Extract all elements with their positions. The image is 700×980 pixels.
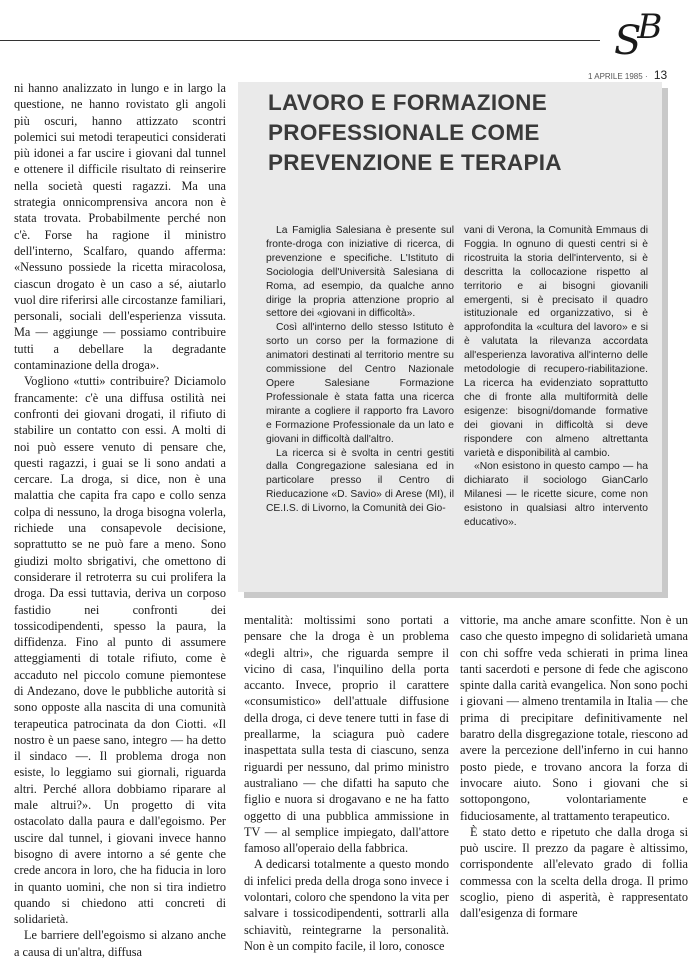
paragraph: vittorie, ma anche amare sconfitte. Non è un caso che questo impegno di solidarietà umana con chi soffre veda schierati in prima linea tanti sacerdoti e persone di fede che agiscono spinte dalla carità evangelica. Non sono pochi i giovani — almeno trentamila in Italia — che prima di precipitare definitivamente nel baratro della disgregazione totale, riescono ad avere la percezione dell'inferno in cui hanno posto piede, e trovano ancora la forza di invocare aiuto. Sono i giovani che si sottopongono, volontariamente e fiduciosamente, al trattamento terapeutico.	[460, 613, 688, 823]
paragraph: Le barriere dell'egoismo si alzano anche a causa di un'altra, diffusa	[14, 928, 226, 959]
article-column-left	[14, 80, 226, 960]
box-paragraph: «Non esistono in questo campo — ha dichiarato il sociologo GianCarlo Milanesi — le ricette sicure, come non esistono in qualsiasi altro intervento educativo».	[464, 461, 648, 529]
box-paragraph: vani di Verona, la Comunità Emmaus di Foggia. In ognuno di questi centri si è ricostruita la storia dell'intervento, si è descritta la collocazione rispetto al territorio e ai bisogni giovanili emergenti, si è precisato il quadro istituzionale ed organizzativo, si è approfondita la «cultura del lavoro» e si è valutata la rilevanza accordata all'esperienza lavorativa all'interno delle metodologie di recupero-riabilitazione. La ricerca ha evidenziato soprattutto che di fronte alla multiformità delle esigenze: bisogni/domande formative dei giovani in difficoltà si deve rispondere con almeno altrettanta varietà e disponibilità al cambio.	[464, 225, 648, 459]
paragraph: È stato detto e ripetuto che dalla droga si può uscire. Il prezzo da pagare è altissimo, corrispondente all'elevato grado di follia commessa con la scelta della droga. Il primo scoglio, pieno di asperità, è rappresentato dall'esigenza di formare	[460, 824, 688, 921]
article-column-middle	[244, 612, 449, 954]
box-column-1	[266, 224, 454, 516]
header-rule	[0, 40, 600, 41]
paragraph: mentalità: moltissimi sono portati a pensare che la droga è un problema «degli altri», che riguarda sempre il vicino di casa, l'inquilino della porta accanto. Invece, proprio il carattere «consumistico» dell'attuale diffusione della droga, ci deve tenere tutti in fase di preallarme, la sciagura può cadere inaspettata sulla testa di ciascuno, senza riguardi per nessuno, dal primo ministro australiano — che difatti ha saputo che figlio e nuora si drogavano e ne ha fatto oggetto di una pubblica ammissione in TV — al semplice impiegato, dall'attore famoso all'operaio della fabbrica.	[244, 613, 449, 856]
paragraph: ni hanno analizzato in lungo e in largo la questione, ne hanno rovistato gli angoli più oscuri, hanno attizzato scontri polemici sui metodi terapeutici considerati più idonei a far uscire i giovani dal tunnel e ottenere il difficile risultato di reinserire nella società questi ragazzi. Ma una strategia onnicomprensiva ancora non è stata trovata. Probabilmente perché non c'è. Forse ha ragione il ministro dell'interno, Scalfaro, quando afferma: «Nessuno possiede la ricetta miracolosa, ciascun drogato è un caso a sé, aiutarlo vuol dire riferirsi alle circostanze familiari, personali, sociali dell'esperienza vissuta. Ma — aggiunge — possiamo contribuire tutti a debellare la degradante contaminazione della droga».	[14, 81, 226, 373]
box-paragraph: La Famiglia Salesiana è presente sul fronte-droga con iniziative di ricerca, di prevenzione e specifiche. L'Istituto di Sociologia dell'Università Salesiana di Roma, ad esempio, da qualche anno dirige la propria attenzione proprio al settore dei «giovani in difficoltà».	[266, 225, 454, 320]
issue-date: 1 APRILE 1985	[588, 72, 643, 81]
box-paragraph: La ricerca si è svolta in centri gestiti dalla Congregazione salesiana ed in particolare presso il Centro di Rieducazione «D. Savio» di Arese (MI), il CE.I.S. di Livorno, la Comunità dei Gio-	[266, 447, 454, 515]
page-info	[588, 68, 667, 82]
paragraph: A dedicarsi totalmente a questo mondo di infelici preda della droga sono invece i volontari, coloro che spendono la vita per salvare i tossicodipendenti, sottrarli alla schiavitù, reintegrarne la personalità. Non è un compito facile, il loro, conosce	[244, 857, 449, 953]
sidebar-box	[238, 82, 662, 592]
page-number: 13	[653, 68, 668, 82]
box-paragraph: Così all'interno dello stesso Istituto è sorto un corso per la formazione di animatori destinati al territorio mentre su commissione del Centro Nazionale Opere Salesiane Formazione Professionale è stata fatta una ricerca mirante a cogliere il rapporto fra Lavoro e Formazione Professionale da un lato e giovani in difficoltà dall'altro.	[266, 322, 454, 445]
article-column-right	[460, 612, 688, 922]
box-title: LAVORO E FORMAZIONE PROFESSIONALE COME PREVENZIONE E TERAPIA	[268, 90, 562, 175]
box-column-2	[464, 224, 648, 530]
paragraph: Vogliono «tutti» contribuire? Diciamolo francamente: c'è una diffusa ostilità nei confronti dei giovani drogati, il rifiuto di stabilire un contatto con essi. A molti di noi può essere venuto di pensare che, questi ragazzi, i guai se li sono andati a cercare. La droga, si dice, non è una malattia che capita fra capo e collo senza colpa di nessuno, la droga bisogna volerla, richiede una consapevole decisione, soprattutto se ne può fare a meno. Sono giudizi molto sbrigativi, che omettono di considerare il retroterra su cui prolifera la droga. Da essi tuttavia, deriva un corposo fastidio nei confronti dei tossicodipendenti, spesso la paura, la diffidenza. Fino al punto di assumere atteggiamenti di totale rifiuto, come è accaduto nel piccolo comune piemontese di Andezano, dove le pubbliche autorità si sono opposte alla nascita di una comunità terapeutica patrocinata da don Ciotti. «Il nostro è un paese sano, integro — ha detto il sindaco —. Il problema droga non esiste, lo leggiamo sui giornali, riguarda altri. Perché allora dobbiamo riparare al male altrui?». Un progetto di vita ostacolato dalla paura e dall'egoismo. Per uscire dal tunnel, i giovani invece hanno bisogno di avere intorno a sé gente che crede ancora in loro, che ha fiducia in loro in quanto uomini, che non si tira indietro quando si chiedono atti concreti di solidarietà.	[14, 374, 226, 927]
magazine-logo: SB	[614, 7, 659, 64]
separator: ·	[644, 72, 648, 81]
